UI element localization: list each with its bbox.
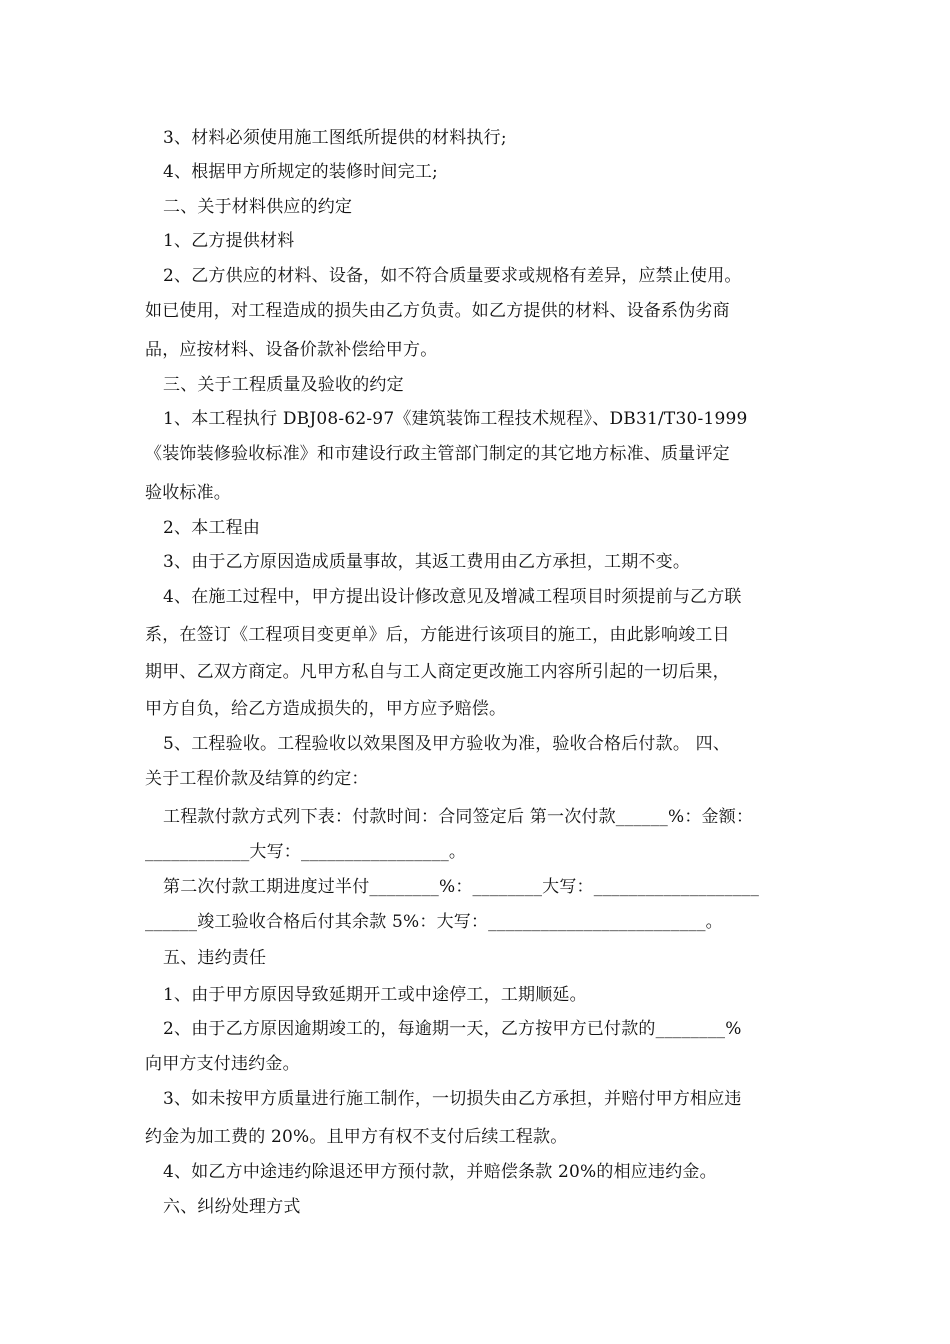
- section-heading: 二、关于材料供应的约定: [163, 197, 353, 217]
- text-line: 4、在施工过程中，甲方提出设计修改意见及增减工程项目时须提前与乙方联: [163, 587, 742, 607]
- text-line: 1、乙方提供材料: [163, 231, 295, 251]
- text-line: ____________大写：_________________。: [145, 842, 467, 862]
- text-line: 4、如乙方中途违约除退还甲方预付款，并赔偿条款 20%的相应违约金。: [163, 1162, 717, 1182]
- text-line: 如已使用，对工程造成的损失由乙方负责。如乙方提供的材料、设备系伪劣商: [145, 301, 730, 321]
- text-line: 约金为加工费的 20%。且甲方有权不支付后续工程款。: [145, 1127, 568, 1147]
- section-heading: 五、违约责任: [163, 948, 267, 968]
- text-line: 2、本工程由: [163, 518, 261, 538]
- text-line: 3、由于乙方原因造成质量事故，其返工费用由乙方承担，工期不变。: [163, 552, 691, 572]
- text-line: 3、材料必须使用施工图纸所提供的材料执行;: [163, 128, 507, 148]
- text-line: 系，在签订《工程项目变更单》后，方能进行该项目的施工，由此影响竣工日: [145, 625, 730, 645]
- text-line: 关于工程价款及结算的约定：: [145, 769, 369, 789]
- text-line: 2、由于乙方原因逾期竣工的，每逾期一天，乙方按甲方已付款的________%: [163, 1019, 742, 1039]
- text-line: 3、如未按甲方质量进行施工制作，一切损失由乙方承担，并赔付甲方相应违: [163, 1089, 742, 1109]
- section-heading: 三、关于工程质量及验收的约定: [163, 375, 404, 395]
- text-line: 5、工程验收。工程验收以效果图及甲方验收为准，验收合格后付款。 四、: [163, 734, 731, 754]
- text-line: 2、乙方供应的材料、设备，如不符合质量要求或规格有差异，应禁止使用。: [163, 266, 742, 286]
- text-line: 向甲方支付违约金。: [145, 1054, 300, 1074]
- text-line: 1、由于甲方原因导致延期开工或中途停工，工期顺延。: [163, 985, 587, 1005]
- text-line: 《装饰装修验收标准》和市建设行政主管部门制定的其它地方标准、质量评定: [145, 444, 730, 464]
- text-line: 工程款付款方式列下表：付款时间：合同签定后 第一次付款______%：金额：: [163, 807, 754, 827]
- text-line: 4、根据甲方所规定的装修时间完工;: [163, 162, 438, 182]
- text-line: 1、本工程执行 DBJ08-62-97《建筑装饰工程技术规程》、DB31/T30-1999: [163, 409, 748, 429]
- text-line: 甲方自负，给乙方造成损失的，甲方应予赔偿。: [145, 699, 507, 719]
- section-heading: 六、纠纷处理方式: [163, 1197, 301, 1217]
- text-line: 验收标准。: [145, 483, 231, 503]
- text-line: 期甲、乙双方商定。凡甲方私自与工人商定更改施工内容所引起的一切后果，: [145, 662, 730, 682]
- text-line: 第二次付款工期进度过半付________%：________大写：___________________: [163, 877, 760, 897]
- text-line: ______竣工验收合格后付其余款 5%：大写：_________________________。: [145, 912, 723, 932]
- text-line: 品，应按材料、设备价款补偿给甲方。: [145, 340, 438, 360]
